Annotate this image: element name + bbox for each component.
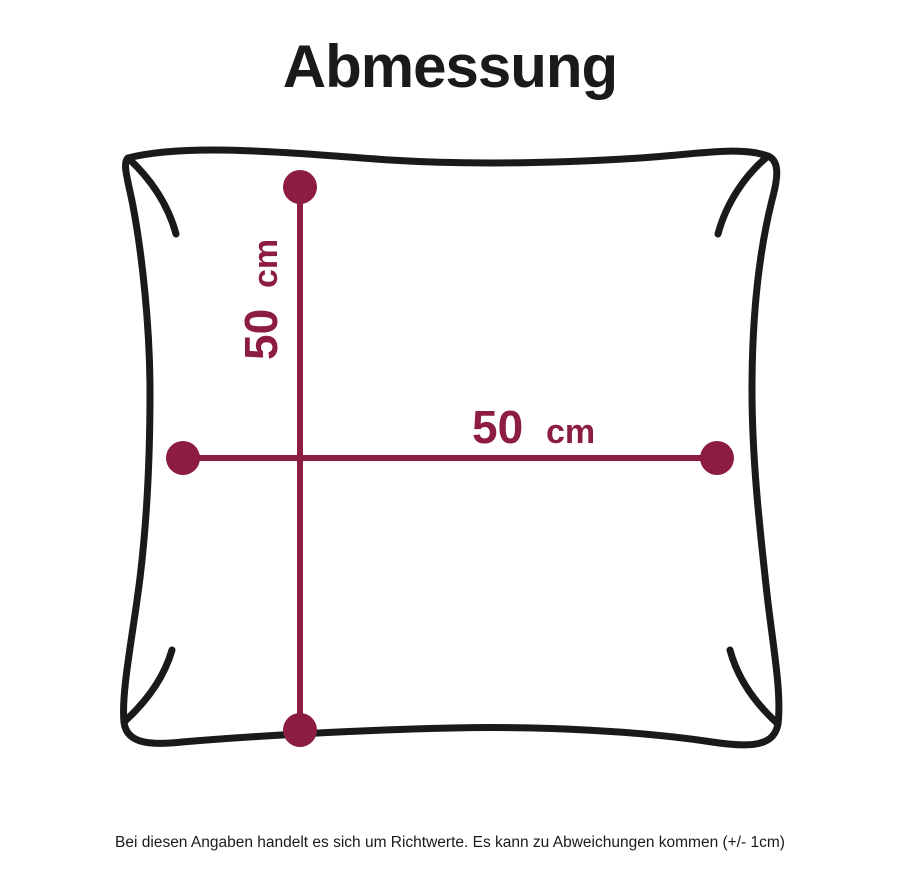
horizontal-measurement-value: 50 <box>472 401 524 453</box>
vertical-measurement-value: 50 <box>235 308 287 360</box>
measurement-endpoint-right <box>700 441 734 475</box>
pillow-diagram <box>0 130 900 810</box>
measurement-endpoint-left <box>166 441 200 475</box>
measurement-endpoint-top <box>283 170 317 204</box>
vertical-measurement-unit: cm <box>247 238 285 288</box>
pillow-outline-icon <box>124 150 779 745</box>
disclaimer-note: Bei diesen Angaben handelt es sich um Richtwerte. Es kann zu Abweichungen kommen (+/- 1cm) <box>115 834 785 851</box>
measurement-endpoint-bottom <box>283 713 317 747</box>
page-title: Abmessung <box>282 33 618 100</box>
horizontal-measurement-unit: cm <box>546 413 596 451</box>
